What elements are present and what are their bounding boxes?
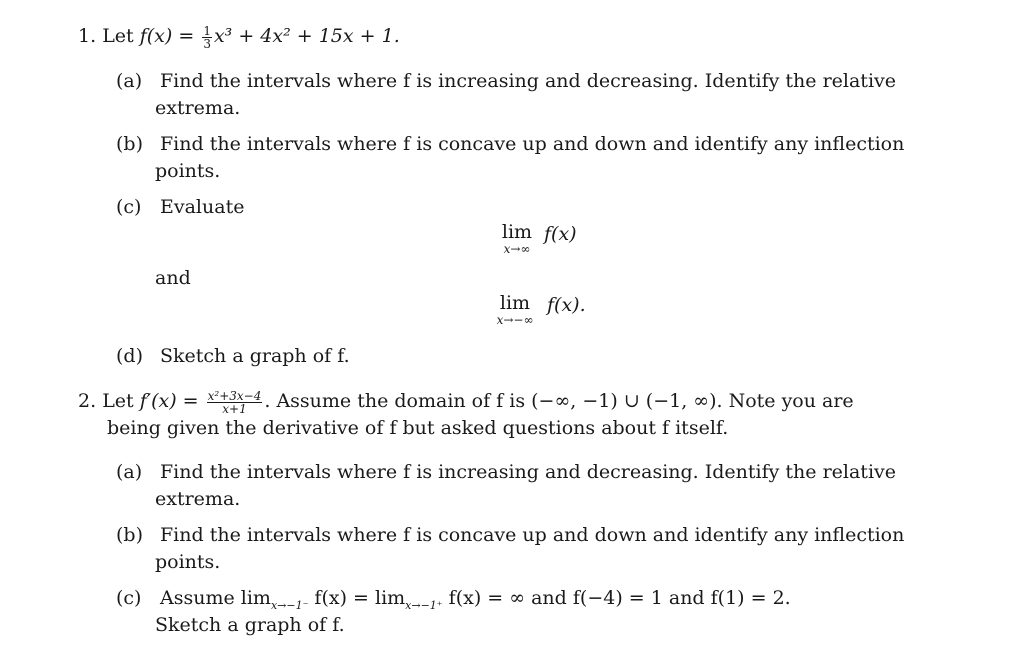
problem-1-part-a-text: Find the intervals where f is increasing and decreasing. Identify the relative (160, 70, 896, 92)
problem-2-fraction-denominator: x+1 (222, 401, 247, 416)
problem-1-part-d-text: Sketch a graph of f. (160, 345, 350, 367)
problem-1-part-c-line1 (116, 195, 244, 219)
problem-1-fraction (202, 25, 212, 50)
problem-2-part-b-label: (b) (116, 524, 143, 546)
problem-1-let: Let (102, 25, 140, 47)
problem-1-part-a-label: (a) (116, 70, 143, 92)
problem-1-part-c-text: Evaluate (160, 196, 245, 218)
problem-2-part-c-end: f(x) = ∞ and f(−4) = 1 and f(1) = 2. (442, 587, 791, 609)
problem-1-part-a-line2: extrema. (155, 97, 241, 119)
problem-2-part-a-line2: extrema. (155, 488, 241, 510)
limit-positive-op: lim (501, 221, 533, 243)
limit-negative-infinity (486, 292, 544, 327)
problem-2-part-c-sub-left: x→−1⁻ (270, 599, 309, 612)
problem-1-part-d (116, 344, 350, 368)
limit-negative-expression: f(x). (547, 294, 586, 316)
problem-1-fraction-denominator: 3 (203, 36, 211, 51)
problem-1-statement (78, 24, 400, 50)
problem-2-let: Let (102, 390, 140, 412)
problem-1-part-a-line1 (116, 69, 896, 93)
problem-2-statement (78, 389, 854, 415)
problem-1-part-c-label: (c) (116, 196, 142, 218)
problem-2-part-c-label: (c) (116, 587, 142, 609)
limit-negative-op: lim (499, 292, 531, 314)
problem-2-intro-line2: being given the derivative of f but asked questions about f itself. (107, 417, 729, 439)
problem-2-part-a-label: (a) (116, 461, 143, 483)
problem-2-part-b-line1 (116, 523, 904, 547)
problem-1-part-d-label: (d) (116, 345, 143, 367)
problem-2-part-c-assume: Assume lim (160, 587, 271, 609)
problem-1-fraction-numerator: 1 (203, 23, 211, 38)
problem-2-part-c-sub-right: x→−1⁺ (405, 599, 443, 612)
problem-2-fraction (207, 390, 263, 415)
problem-2-function-lhs: f′(x) = (139, 390, 199, 412)
problem-2-number: 2. (78, 390, 97, 412)
problem-1-function-rhs: x³ + 4x² + 15x + 1. (213, 25, 400, 47)
problem-1-part-c-connector: and (155, 267, 191, 289)
problem-1-part-b-line2: points. (155, 160, 221, 182)
limit-negative-subscript: x→−∞ (496, 313, 534, 327)
problem-2-fraction-numerator: x²+3x−4 (207, 388, 262, 403)
problem-2-part-a-line1 (116, 460, 896, 484)
problem-1-number: 1. (78, 25, 97, 47)
problem-2-part-b-line2: points. (155, 551, 221, 573)
problem-2-part-c-mid: f(x) = lim (308, 587, 406, 609)
limit-positive-subscript: x→∞ (503, 242, 531, 256)
problem-1-part-b-line1 (116, 132, 904, 156)
problem-2-intro-rest: . Assume the domain of f is (−∞, −1) ∪ (−1, ∞). Note you are (264, 390, 854, 412)
limit-positive-infinity (494, 221, 540, 256)
problem-1-part-b-label: (b) (116, 133, 143, 155)
problem-1-part-b-text: Find the intervals where f is concave up and down and identify any inflection (160, 133, 905, 155)
problem-2-part-b-text: Find the intervals where f is concave up and down and identify any inflection (160, 524, 905, 546)
limit-positive-expression: f(x) (544, 223, 577, 245)
problem-1-function-lhs: f(x) = (139, 25, 195, 47)
problem-2-part-a-text: Find the intervals where f is increasing and decreasing. Identify the relative (160, 461, 896, 483)
problem-2-part-c-line2: Sketch a graph of f. (155, 614, 345, 636)
